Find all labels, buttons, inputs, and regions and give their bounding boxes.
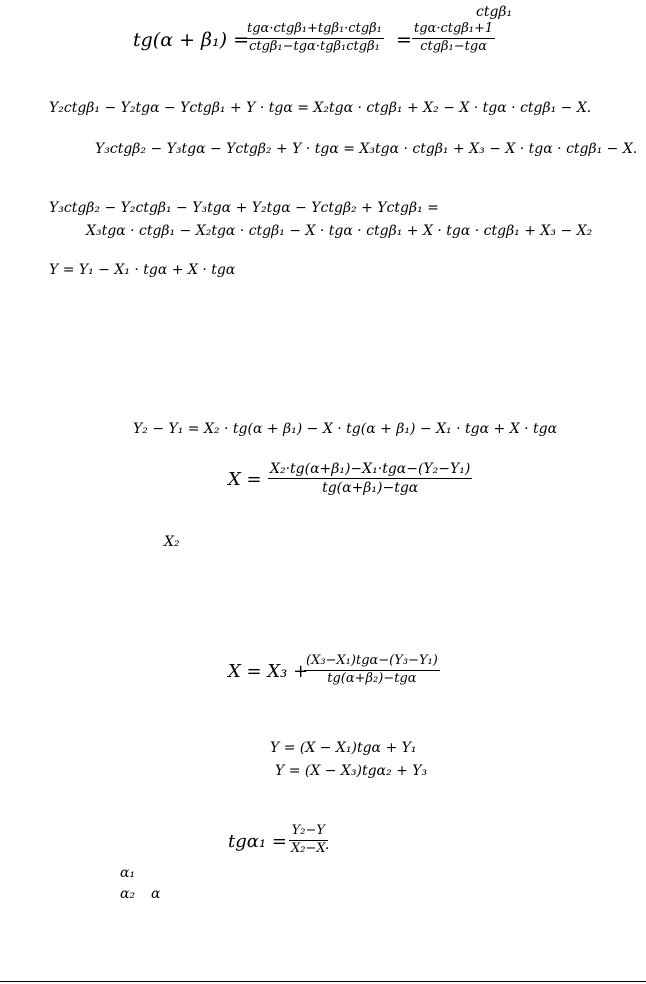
eq10-numerator: Y₂−Y	[289, 824, 328, 841]
eq1-lhs: tg(α + β₁) =	[133, 29, 250, 51]
eq1-numerator-2: tgα·ctgβ₁+1	[412, 22, 495, 39]
eq8-lhs: X = X₃ +	[228, 661, 309, 682]
equation-9a: Y = (X − X₁)tgα + Y₁	[270, 740, 417, 756]
alpha-label: α	[151, 886, 161, 902]
eq1-numerator-1: tgα·ctgβ₁+tgβ₁·ctgβ₁	[245, 22, 384, 39]
eq7-denominator: tg(α+β₁)−tgα	[322, 480, 419, 497]
eq8-denominator: tg(α+β₂)−tgα	[327, 670, 417, 686]
equation-4a: Y₃ctgβ₂ − Y₂ctgβ₁ − Y₃tgα + Y₂tgα − Yctgβ₂ + Yctgβ₁ =	[49, 200, 439, 216]
equation-6: Y₂ − Y₁ = X₂ · tg(α + β₁) − X · tg(α + β₁) − X₁ · tgα + X · tgα	[133, 421, 558, 437]
eq1-fraction-1	[245, 22, 384, 55]
eq8-numerator: (X₃−X₁)tgα−(Y₃−Y₁)	[304, 654, 440, 671]
equation-4b: X₃tgα · ctgβ₁ − X₂tgα · ctgβ₁ − X · tgα · ctgβ₁ + X · tgα · ctgβ₁ + X₃ − X₂	[86, 223, 593, 239]
eq10-period: .	[325, 837, 330, 853]
alpha2-label: α₂	[120, 886, 136, 902]
eq1-equals: =	[396, 29, 412, 51]
equation-2: Y₂ctgβ₁ − Y₂tgα − Yctgβ₁ + Y · tgα = X₂tgα · ctgβ₁ + X₂ − X · tgα · ctgβ₁ − X.	[49, 100, 592, 116]
eq7-fraction	[268, 461, 472, 496]
eq1-denominator-2: ctgβ₁−tgα	[420, 38, 487, 54]
equation-9b: Y = (X − X₃)tgα₂ + Y₃	[275, 763, 428, 779]
equation-5: Y = Y₁ − X₁ · tgα + X · tgα	[49, 262, 236, 278]
eq10-denominator: X₂−X	[291, 840, 326, 856]
eq1-denominator-1: ctgβ₁−tgα·tgβ₁ctgβ₁	[249, 38, 380, 54]
eq8-fraction	[304, 654, 440, 687]
page-bottom-rule	[0, 981, 646, 982]
eq7-lhs: X =	[228, 469, 262, 490]
eq7-numerator: X₂·tg(α+β₁)−X₁·tgα−(Y₂−Y₁)	[268, 461, 472, 479]
eq10-lhs: tgα₁ =	[228, 831, 287, 852]
eq10-fraction	[289, 824, 328, 857]
top-ctg-label: ctgβ₁	[476, 4, 513, 20]
eq1-fraction-2	[412, 22, 495, 55]
equation-3: Y₃ctgβ₂ − Y₃tgα − Yctgβ₂ + Y · tgα = X₃tgα · ctgβ₁ + X₃ − X · tgα · ctgβ₁ − X.	[95, 141, 638, 157]
x2-label: X₂	[164, 534, 180, 550]
alpha1-label: α₁	[120, 865, 136, 881]
